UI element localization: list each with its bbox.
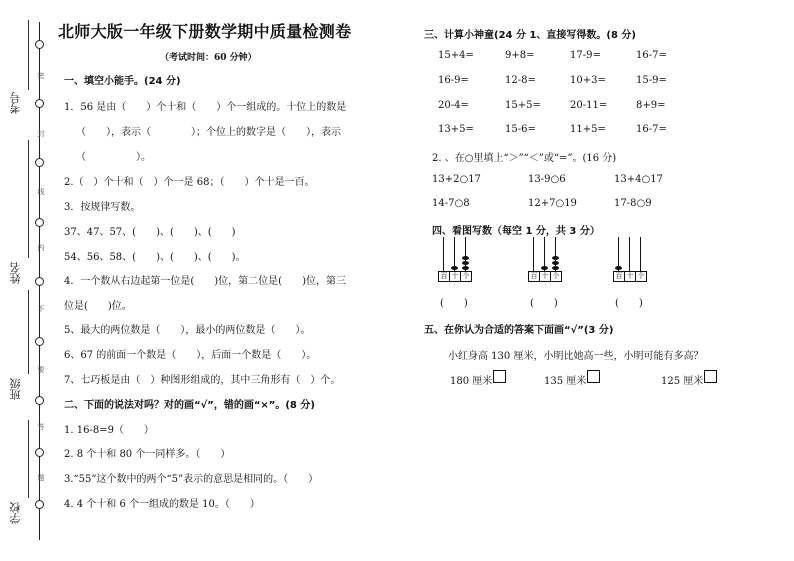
question-1-line1: 1．56 是由（ ）个十和（ ）个一组成的。十位上的数是 [64, 102, 347, 113]
compare-item: 12+7○19 [528, 198, 577, 209]
binding-circle [35, 158, 44, 167]
question-6: 6、67 的前面一个数是（ ），后面一个数是（ ）。 [64, 350, 317, 361]
compare-item: 13-9○6 [528, 174, 566, 185]
question-4-line1: 4．一个数从右边起第一位是( )位，第二位是( )位，第三 [64, 276, 346, 287]
binding-circle [35, 40, 44, 49]
answer-blank[interactable]: ( ) [440, 298, 468, 309]
binding-circle [35, 396, 44, 405]
calc-item: 17-9= [570, 50, 601, 61]
seal-char: 密 [37, 72, 45, 79]
question-2: 2.（ ）个十和（ ）个一是 68；（ ）个十是一百。 [64, 177, 315, 188]
abacus-rod [629, 237, 630, 271]
calc-item: 20-4= [438, 100, 469, 111]
question-3: 3．按规律写数。 [64, 202, 141, 213]
binding-circle [35, 218, 44, 227]
compare-item: 13+4○17 [614, 174, 663, 185]
question-3-sequence-a: 37、47、57、( )、( )、( ) [64, 227, 236, 238]
abacus-bead [552, 266, 559, 270]
question-1-line3: （ ）。 [76, 152, 151, 163]
option-checkbox[interactable] [587, 370, 600, 383]
seal-char: 题 [37, 474, 45, 481]
compare-heading: 2. 、在○里填上“＞”“＜”或“=”。(16 分) [432, 153, 617, 164]
compare-item: 13+2○17 [432, 174, 481, 185]
exam-number-blank [28, 20, 29, 90]
abacus-bead [462, 256, 469, 260]
compare-item: 14-7○8 [432, 198, 470, 209]
abacus-bead [451, 266, 458, 270]
section1-heading: 一、填空小能手。(24 分) [64, 76, 181, 87]
question-7: 7、七巧板是由（ ）种图形组成的，其中三角形有（ ）个。 [64, 375, 341, 386]
seal-char: 不 [37, 305, 45, 312]
binding-circle [35, 500, 44, 509]
compare-item: 17-8○9 [614, 198, 652, 209]
section5-question: 小红身高 130 厘米，小明比她高一些，小明可能有多高？ [448, 351, 704, 362]
abacus-bead [541, 266, 548, 270]
option-label: 125 厘米 [661, 376, 704, 387]
place-value-label: 个 [460, 271, 472, 282]
abacus-bead [552, 256, 559, 260]
school-label: 学校 [9, 502, 22, 524]
place-value-label: 个 [550, 271, 562, 282]
name-blank [28, 140, 29, 258]
calc-item: 15-6= [505, 124, 536, 135]
judgement-item: 3.“55”这个数中的两个“5”表示的意思是相同的。（ ） [64, 474, 319, 485]
calc-item: 8+9= [636, 100, 666, 111]
place-value-label: 百 [528, 271, 540, 282]
judgement-item: 4. 4 个十和 6 个一组成的数是 10。（ ） [64, 499, 260, 510]
binding-circle [35, 448, 44, 457]
class-blank [28, 290, 29, 374]
calc-item: 9+8= [505, 50, 535, 61]
calc-item: 20-11= [570, 100, 608, 111]
question-1-line2: （ ），表示（ ）；个位上的数字是（ ），表示 [76, 127, 341, 138]
calc-item: 10+3= [570, 75, 606, 86]
class-label: 班级 [9, 378, 22, 400]
option-checkbox[interactable] [493, 370, 506, 383]
calc-item: 16-7= [636, 124, 667, 135]
name-label: 姓名 [9, 262, 22, 284]
abacus-rod [533, 237, 534, 271]
abacus-rod [443, 237, 444, 271]
answer-blank[interactable]: ( ) [530, 298, 558, 309]
abacus-bead [615, 266, 622, 270]
option-checkbox[interactable] [704, 370, 717, 383]
answer-blank[interactable]: ( ) [615, 298, 643, 309]
exam-duration: （考试时间：60 分钟） [160, 53, 257, 63]
seal-char: 答 [37, 423, 45, 430]
school-blank [28, 420, 29, 498]
abacus-rod [640, 237, 641, 271]
calc-item: 13+5= [438, 124, 474, 135]
calc-item: 11+5= [570, 124, 606, 135]
question-5: 5、最大的两位数是（ ），最小的两位数是（ ）。 [64, 325, 311, 336]
judgement-item: 1. 16-8=9（ ） [64, 425, 154, 436]
seal-char: 内 [37, 244, 45, 251]
seal-char: 要 [37, 366, 45, 373]
abacus-bead [462, 266, 469, 270]
question-3-sequence-b: 54、56、58、( )、( )、( )。 [64, 252, 246, 263]
section4-heading: 四、看图写数（每空 1 分，共 3 分） [432, 226, 600, 237]
calc-item: 16-9= [438, 75, 469, 86]
page-title: 北师大版一年级下册数学期中质量检测卷 [58, 22, 352, 41]
place-value-label: 个 [635, 271, 647, 282]
option-label: 180 厘米 [450, 376, 493, 387]
section3-heading: 三、计算小神童(24 分 1、直接写得数。(8 分) [424, 30, 636, 41]
judgement-item: 2. 8 个十和 80 个一同样多。（ ） [64, 449, 231, 460]
place-value-label: 百 [613, 271, 625, 282]
exam-number-label: 考号 [9, 92, 22, 114]
seal-char: 封 [37, 130, 45, 137]
binding-circle [35, 337, 44, 346]
option-label: 135 厘米 [544, 376, 587, 387]
binding-circle [35, 99, 44, 108]
seal-char: 线 [37, 188, 45, 195]
place-value-label: 百 [438, 271, 450, 282]
binding-circle [35, 277, 44, 286]
calc-item: 15+4= [438, 50, 474, 61]
calc-item: 15-9= [636, 75, 667, 86]
section2-heading: 二、下面的说法对吗？对的画“√”，错的画“×”。(8 分) [64, 400, 315, 411]
abacus-bead [552, 261, 559, 265]
place-value-label: 十 [539, 271, 551, 282]
question-4-line2: 位是( )位。 [64, 301, 132, 312]
abacus-bead [462, 261, 469, 265]
place-value-label: 十 [449, 271, 461, 282]
calc-item: 16-7= [636, 50, 667, 61]
calc-item: 15+5= [505, 100, 541, 111]
calc-item: 12-8= [505, 75, 536, 86]
place-value-label: 十 [624, 271, 636, 282]
section5-heading: 五、在你认为合适的答案下面画“√”(3 分) [424, 325, 614, 336]
